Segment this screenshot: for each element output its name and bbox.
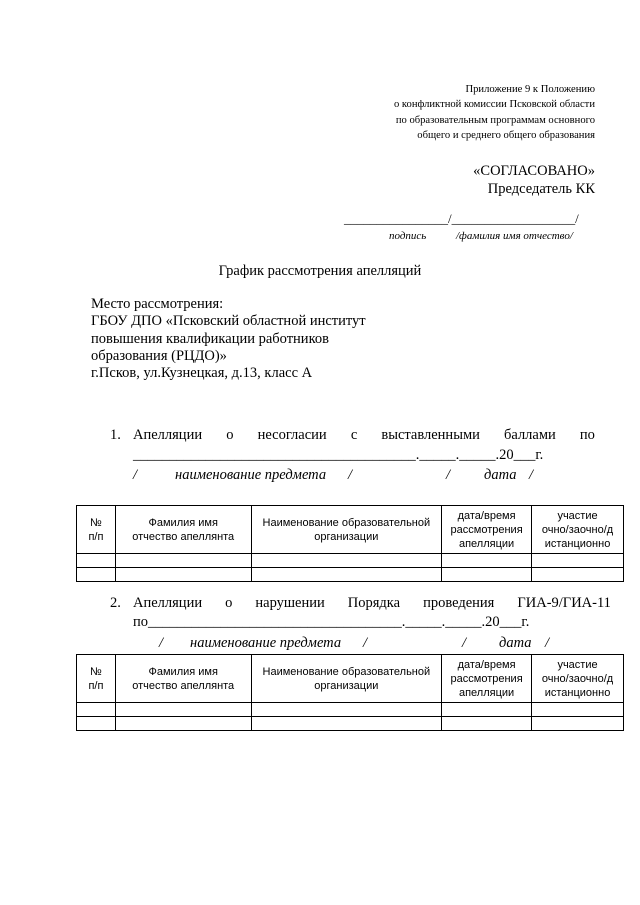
appeals-table-1 <box>76 505 624 582</box>
appendix-line: о конфликтной комиссии Псковской области <box>393 99 595 111</box>
caption-slash: / <box>133 467 138 483</box>
date-caption: дата <box>499 635 532 651</box>
appendix-line: Приложение 9 к Положению <box>465 84 595 95</box>
page-title: График рассмотрения апелляций <box>218 263 422 279</box>
caption-slash: / <box>446 467 451 483</box>
heading-word: нарушении <box>255 595 325 611</box>
venue-line: повышения квалификации работников <box>91 330 329 347</box>
subject-caption: наименование предмета <box>190 635 342 651</box>
signature-caption: подпись <box>389 230 427 242</box>
approval-position: Председатель КК <box>487 181 595 197</box>
caption-slash: / <box>545 635 550 651</box>
section-1-fill-line: _______________________________________._____._____.20___г. <box>133 447 544 463</box>
header-participation: участие очно/заочно/д истанционно <box>532 506 624 554</box>
heading-word: Порядка <box>347 595 401 611</box>
name-caption: /фамилия имя отчество/ <box>456 230 573 242</box>
header-number: № п/п <box>77 506 116 554</box>
heading-word: баллами <box>504 427 556 443</box>
heading-word: Апелляции <box>133 427 203 443</box>
heading-word: выставленными <box>381 427 480 443</box>
section-2-heading <box>133 595 611 612</box>
header-participation: участие очно/заочно/д истанционно <box>532 655 624 703</box>
date-caption: дата <box>484 467 517 483</box>
section-1-number: 1. <box>110 427 121 443</box>
section-1-heading <box>133 427 595 444</box>
venue-line: г.Псков, ул.Кузнецкая, д.13, класс А <box>91 365 313 382</box>
header-datetime: дата/время рассмотрения апелляции <box>442 506 532 554</box>
table-header-row <box>77 506 624 554</box>
approval-title: «СОГЛАСОВАНО» <box>473 163 595 179</box>
header-organization: Наименование образовательной организации <box>251 655 442 703</box>
heading-word: несогласии <box>257 427 327 443</box>
caption-slash: / <box>462 635 467 651</box>
venue-block <box>91 296 366 382</box>
heading-word: о <box>225 595 233 611</box>
header-applicant-name: Фамилия имя отчество апеллянта <box>115 655 251 703</box>
header-applicant-name: Фамилия имя отчество апеллянта <box>115 506 251 554</box>
table-header-row <box>77 655 624 703</box>
table-row <box>77 554 624 568</box>
venue-label: Место рассмотрения: <box>91 296 224 312</box>
table-row <box>77 703 624 717</box>
heading-word: с <box>350 427 358 443</box>
heading-word: ГИА-9/ГИА-11 <box>517 595 611 611</box>
appeals-table-2 <box>76 654 624 731</box>
table-row <box>77 717 624 731</box>
heading-word: о <box>226 427 234 443</box>
venue-line: образования (РЦДО)» <box>91 347 227 364</box>
heading-word: проведения <box>423 595 495 611</box>
header-organization: Наименование образовательной организации <box>251 506 442 554</box>
appendix-note <box>394 82 595 143</box>
appendix-line: по образовательным программам основного <box>395 114 595 126</box>
heading-word: по <box>579 427 595 443</box>
section-2-fill-line: по___________________________________._____._____.20___г. <box>133 614 530 630</box>
header-datetime: дата/время рассмотрения апелляции <box>442 655 532 703</box>
heading-word: Апелляции <box>133 595 203 611</box>
caption-slash: / <box>159 635 164 651</box>
caption-slash: / <box>348 467 353 483</box>
appendix-line: общего и среднего общего образования <box>417 129 595 141</box>
caption-slash: / <box>529 467 534 483</box>
header-number: № п/п <box>77 655 116 703</box>
section-2-number: 2. <box>110 595 121 611</box>
caption-slash: / <box>363 635 368 651</box>
subject-caption: наименование предмета <box>175 467 327 483</box>
table-row <box>77 568 624 582</box>
approval-block <box>473 162 595 198</box>
venue-line: ГБОУ ДПО «Псковский областной институт <box>91 313 366 330</box>
signature-line: ________________/___________________/ <box>344 211 579 226</box>
